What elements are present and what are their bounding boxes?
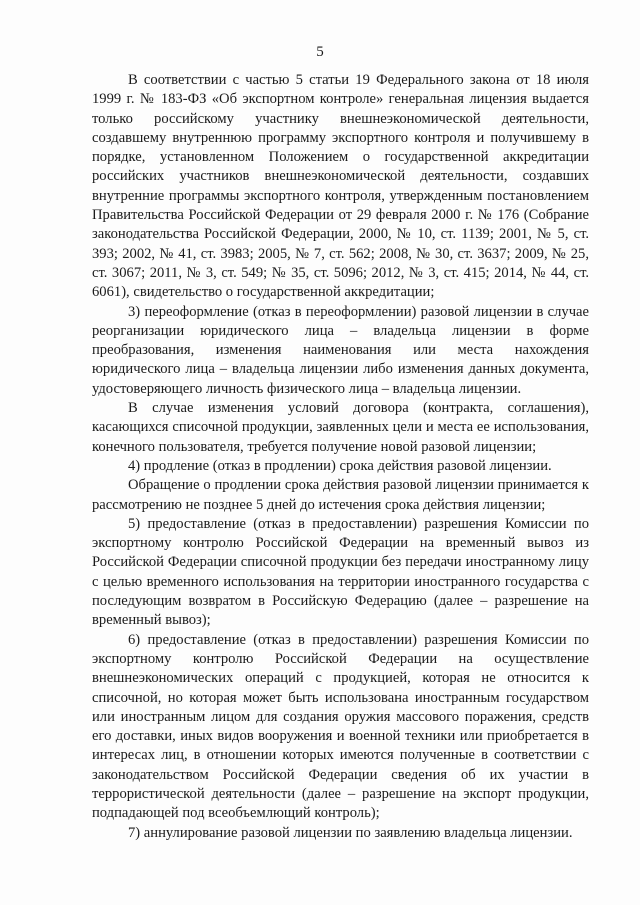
paragraph-general-license: В соответствии с частью 5 статьи 19 Федерального закона от 18 июля 1999 г. № 183-ФЗ «Об экспортном контроле» генеральная лицензия выдается только российскому участнику внешнеэкономической деятельности, создавшему внутреннюю программу экспортного контроля и получившему в порядке, установленном Положением о государственной аккредитации российских участников внешнеэкономической деятельности, создавших внутренние программы экспортного контроля, утвержденным постановлением Правительства Российской Федерации от 29 февраля 2000 г. № 176 (Собрание законодательства Российской Федерации, 2000, № 10, ст. 1139; 2001, № 5, ст. 393; 2002, № 41, ст. 3983; 2005, № 7, ст. 562; 2008, № 30, ст. 3637; 2009, № 25, ст. 3067; 2011, № 3, ст. 549; № 35, ст. 5096; 2012, № 3, ст. 415; 2014, № 44, ст. 6061), свидетельство о государственной аккредитации; [92, 72, 589, 301]
page-number: 5 [316, 44, 324, 60]
paragraph-item-4-extension: 4) продление (отказ в продлении) срока действия разовой лицензии. [128, 457, 552, 474]
paragraph-item-5-temporary-export: 5) предоставление (отказ в предоставлении) разрешения Комиссии по экспортному контролю Российской Федерации на временный вывоз из Российской Федерации списочной продукции без передачи иностранному лицу с целью временного использования на территории иностранного государства с последующим возвратом в Российскую Федерацию (далее – разрешение на временный вывоз); [92, 515, 589, 629]
paragraph-item-6-catch-all-control: 6) предоставление (отказ в предоставлении) разрешения Комиссии по экспортному контролю Российской Федерации на осуществление внешнеэкономических операций с продукцией, которая не относится к списочной, но которая может быть использована иностранным государством или иностранным лицом для создания оружия массового поражения, средств его доставки, иных видов вооружения и военной техники или приобретается в интересах лиц, в отношении которых имеются полученные в соответствии с законодательством Российской Федерации сведения об их участии в террористической деятельности (далее – разрешение на экспорт продукции, подпадающей под всеобъемлющий контроль); [92, 631, 589, 822]
paragraph-contract-change: В случае изменения условий договора (контракта, соглашения), касающихся списочной продукции, заявленных цели и места ее использования, конечного пользователя, требуется получение новой разовой лицензии; [92, 400, 589, 455]
paragraph-item-3-reissue: 3) переоформление (отказ в переоформлении) разовой лицензии в случае реорганизации юридического лица – владельца лицензии в форме преобразования, изменения наименования или места нахождения юридического лица – владельца лицензии либо изменения данных документа, удостоверяющего личность физического лица – владельца лицензии. [92, 303, 589, 397]
paragraph-extension-request: Обращение о продлении срока действия разовой лицензии принимается к рассмотрению не позднее 5 дней до истечения срока действия лицензии; [92, 477, 589, 513]
document-body [92, 71, 589, 843]
paragraph-item-7-annulment: 7) аннулирование разовой лицензии по заявлению владельца лицензии. [128, 824, 573, 841]
